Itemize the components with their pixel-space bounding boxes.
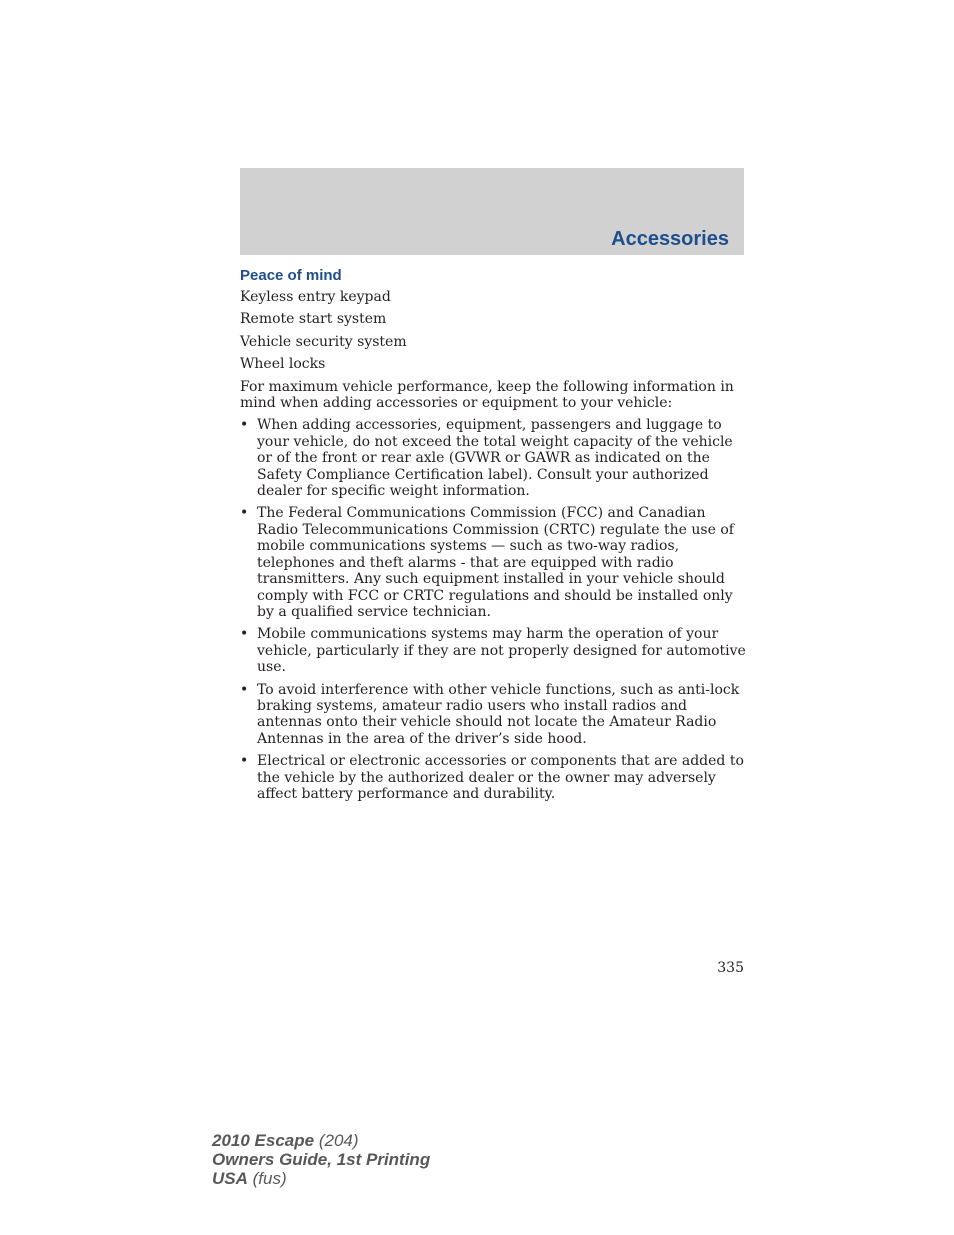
bullet-icon: •: [240, 417, 249, 434]
footer-line-model: [212, 1131, 430, 1150]
bullet-text: To avoid interference with other vehicle functions, such as anti-lock braking systems, amateur radio users who install radios and antennas onto their vehicle should not locate the Amateur Radio Antennas in the area of the driver’s side hood.: [257, 681, 740, 747]
section-title: Accessories: [611, 228, 729, 250]
bullet-text: Mobile communications systems may harm the operation of your vehicle, particularly if they are not properly designed for automotive use.: [257, 626, 746, 676]
bullet-icon: •: [240, 753, 249, 770]
bullet-icon: •: [240, 505, 249, 522]
list-item: Keyless entry keypad: [240, 289, 391, 305]
footer-line-market: [212, 1169, 430, 1188]
footer-model: 2010 Escape: [212, 1131, 315, 1150]
bullet-item: [240, 753, 746, 802]
list-item: Vehicle security system: [240, 333, 407, 350]
bullet-text: When adding accessories, equipment, passengers and luggage to your vehicle, do not exceed the total weight capacity of the vehicle or of the front or rear axle (GVWR or GAWR as indicated on the Safety Compliance Certification label). Consult your authorized dealer for specific weight information.: [257, 417, 733, 500]
bullet-text: Electrical or electronic accessories or components that are added to the vehicle by the authorized dealer or the owner may adversely affect battery performance and durability.: [257, 753, 744, 802]
footer-line-guide: [212, 1150, 430, 1169]
page-number: 335: [717, 960, 744, 976]
bullet-icon: •: [240, 626, 249, 643]
bullet-item: [240, 417, 746, 499]
accessory-list: [240, 289, 746, 373]
main-content: [240, 266, 746, 808]
list-item: Remote start system: [240, 311, 387, 328]
bullet-item: [240, 682, 746, 748]
section-heading: Peace of mind: [240, 267, 342, 284]
footer-market: USA: [212, 1169, 248, 1188]
footer-guide: Owners Guide, 1st Printing: [212, 1150, 431, 1169]
intro-paragraph: For maximum vehicle performance, keep the following information in mind when adding accessories or equipment to your vehicle:: [240, 378, 734, 412]
bullet-item: [240, 505, 746, 620]
footer-market-code: (fus): [252, 1169, 287, 1188]
bullet-list: [240, 417, 746, 802]
bullet-icon: •: [240, 681, 249, 698]
footer: [212, 1131, 430, 1188]
list-item: Wheel locks: [240, 356, 326, 373]
footer-model-code: (204): [318, 1131, 359, 1150]
bullet-item: [240, 626, 746, 675]
section-header-band: [240, 168, 744, 255]
bullet-text: The Federal Communications Commission (FCC) and Canadian Radio Telecommunications Commission (CRTC) regulate the use of mobile communications systems — such as two-way radios, telephones and theft alarms - that are equipped with radio transmitters. Any such equipment installed in your vehicle should comply with FCC or CRTC regulations and should be installed only by a qualified service technician.: [257, 505, 734, 620]
